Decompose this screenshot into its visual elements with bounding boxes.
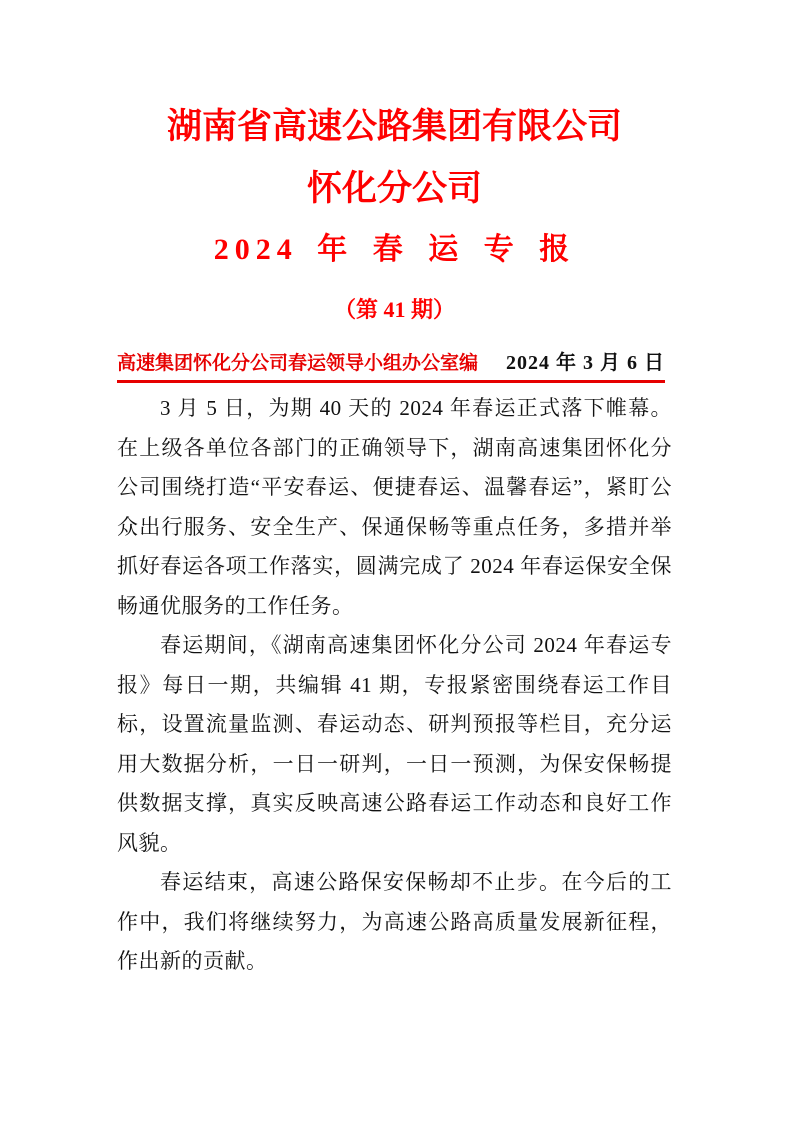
body-paragraph-3: 春运结束，高速公路保安保畅却不止步。在今后的工作中，我们将继续努力，为高速公路高质量发展新征程，作出新的贡献。 (117, 870, 672, 973)
document-header (117, 0, 672, 324)
issue-number: （第 41 期） (333, 297, 455, 322)
document-title-line1: 湖南省高速公路集团有限公司 (166, 107, 622, 146)
editor-label: 高速集团怀化分公司春运领导小组办公室编 (117, 353, 479, 374)
masthead-editor-line (117, 350, 665, 383)
document-title-line3: 2024 年 春 运 专 报 (213, 233, 576, 266)
body-paragraph-1: 3 月 5 日，为期 40 天的 2024 年春运正式落下帷幕。在上级各单位各部门的正确领导下，湖南高速集团怀化分公司围绕打造“平安春运、便捷春运、温馨春运”，紧盯公众出行服务、安全生产、保通保畅等重点任务，多措并举抓好春运各项工作落实，圆满完成了 2024 年春运保安全保畅通优服务的工作任务。 (117, 396, 672, 618)
document-body (117, 389, 672, 982)
publish-date: 2024 年 3 月 6 日 (506, 352, 665, 374)
document-title-line2: 怀化分公司 (306, 169, 482, 208)
body-paragraph-2: 春运期间，《湖南高速集团怀化分公司 2024 年春运专报》每日一期，共编辑 41 期，专报紧密围绕春运工作目标，设置流量监测、春运动态、研判预报等栏目，充分运用大数据分析，一日一研判，一日一预测，为保安保畅提供数据支撑，真实反映高速公路春运工作动态和良好工作风貌。 (117, 633, 672, 855)
